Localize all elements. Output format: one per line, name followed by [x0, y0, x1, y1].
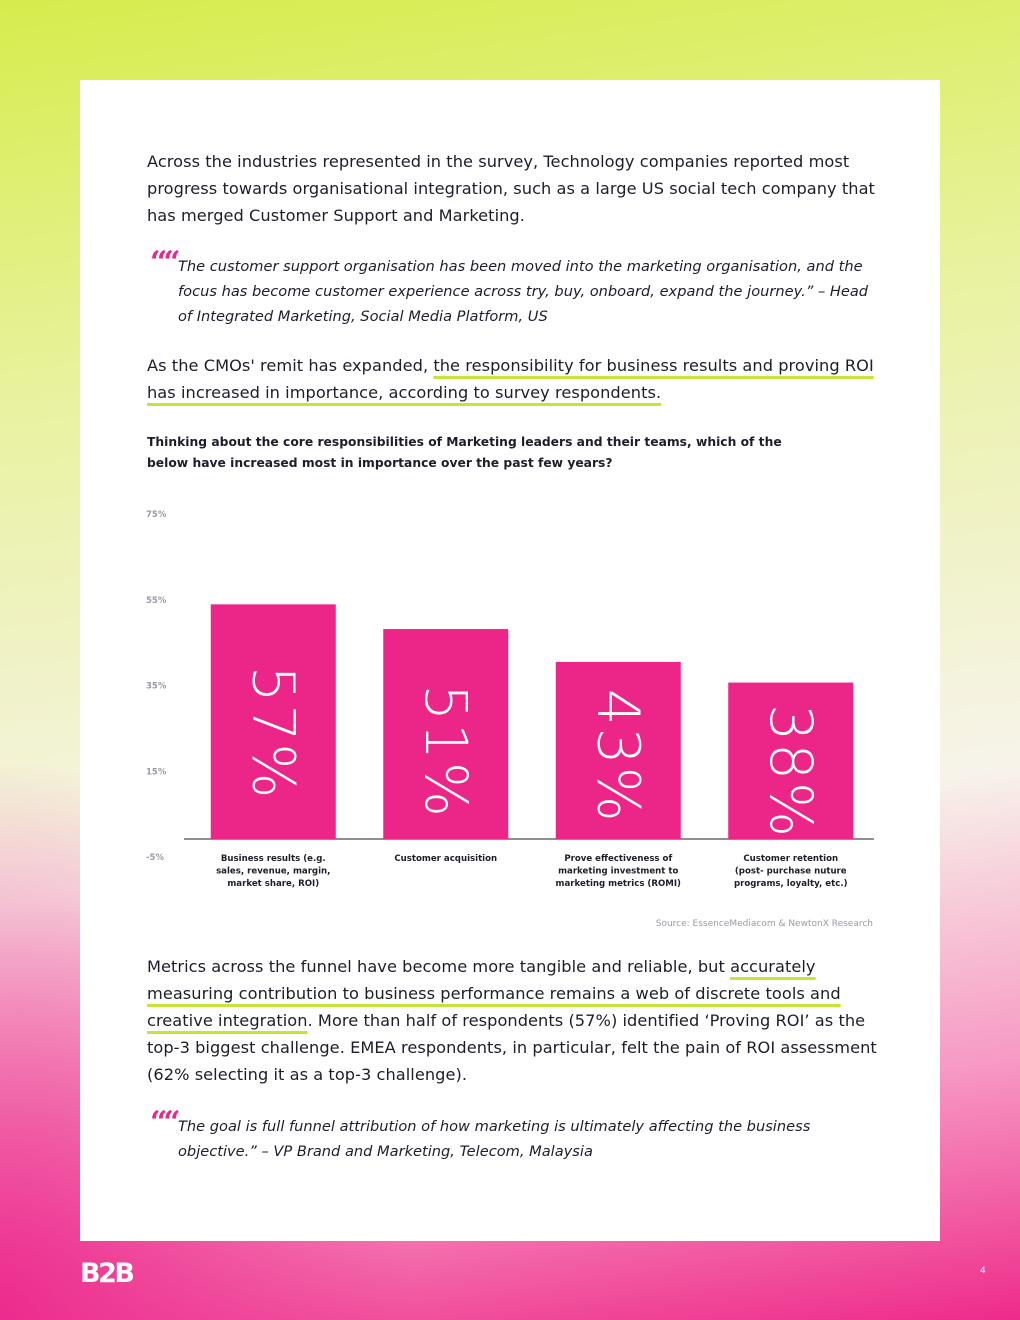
b2b-logo: B2B — [80, 1258, 133, 1289]
category-label: marketing investment to — [558, 866, 679, 877]
page-number: 4 — [980, 1266, 986, 1276]
intro-paragraph: Across the industries represented in the survey, Technology companies reported most progress towards organisational integration, such as a large US social tech company that has merged Customer Support and Marketing. — [147, 152, 875, 225]
y-tick-label: 55% — [146, 595, 167, 606]
quote-mark-icon: ““ — [150, 245, 177, 280]
y-tick-label: 15% — [146, 767, 167, 778]
quote-mark-icon: ““ — [150, 1105, 177, 1140]
category-label: marketing metrics (ROMI) — [555, 879, 681, 889]
bar-value-label: 38% — [756, 704, 825, 840]
quote-customer-support — [150, 245, 878, 329]
bar-value-label: 57% — [239, 665, 308, 801]
category-label: Business results (e.g. — [220, 854, 326, 864]
roi-paragraph-lead: As the CMOs' remit has expanded, — [147, 356, 434, 375]
category-label: (post- purchase nuture — [734, 866, 847, 877]
quote-funnel-attribution — [150, 1105, 878, 1164]
chart-title: Thinking about the core responsibilities of Marketing leaders and their teams, which of the below have increased most in importance over the past few years? — [147, 435, 782, 470]
metrics-paragraph — [147, 953, 877, 1088]
quote-text: The customer support organisation has been moved into the marketing organisation, and the focus has become customer experience across try, buy, onboard, expand the journey.” – Head of Integrated Marketing, Social Media Platform, US — [178, 258, 869, 325]
category-label: programs, loyalty, etc.) — [733, 879, 848, 889]
roi-paragraph — [147, 352, 877, 406]
roi-paragraph-highlight: the responsibility for business results and proving ROI has increased in importance, according to survey respondents. — [147, 356, 874, 402]
y-tick-label: -5% — [146, 853, 164, 863]
y-tick-label: 35% — [146, 681, 167, 692]
y-tick-label: 75% — [146, 510, 167, 520]
metrics-paragraph-tail: . More than half of respondents (57%) identified ‘Proving ROI’ as the top-3 biggest challenge. EMEA respondents, in particular, felt the pain of ROI assessment (62% selecting it as a top-3 challenge). — [147, 1011, 877, 1084]
bar-chart — [140, 500, 880, 900]
category-label: sales, revenue, margin, — [216, 866, 331, 877]
category-label: Customer acquisition — [394, 854, 498, 864]
metrics-paragraph-lead: Metrics across the funnel have become more tangible and reliable, but — [147, 957, 731, 976]
quote-text: The goal is full funnel attribution of how marketing is ultimately affecting the business objective.” – VP Brand and Marketing, Telecom, Malaysia — [178, 1118, 811, 1160]
content-card — [80, 80, 940, 1241]
chart-source: Source: EssenceMediacom & NewtonX Research — [655, 919, 873, 929]
bar-value-label: 51% — [411, 684, 480, 819]
category-label: Customer retention — [743, 854, 839, 864]
bar-value-label: 43% — [584, 688, 653, 824]
category-label: Prove effectiveness of — [564, 854, 673, 864]
metrics-paragraph-highlight: accurately measuring contribution to business performance remains a web of discrete tools and creative integration — [147, 957, 841, 1030]
category-label: market share, ROI) — [227, 879, 320, 889]
